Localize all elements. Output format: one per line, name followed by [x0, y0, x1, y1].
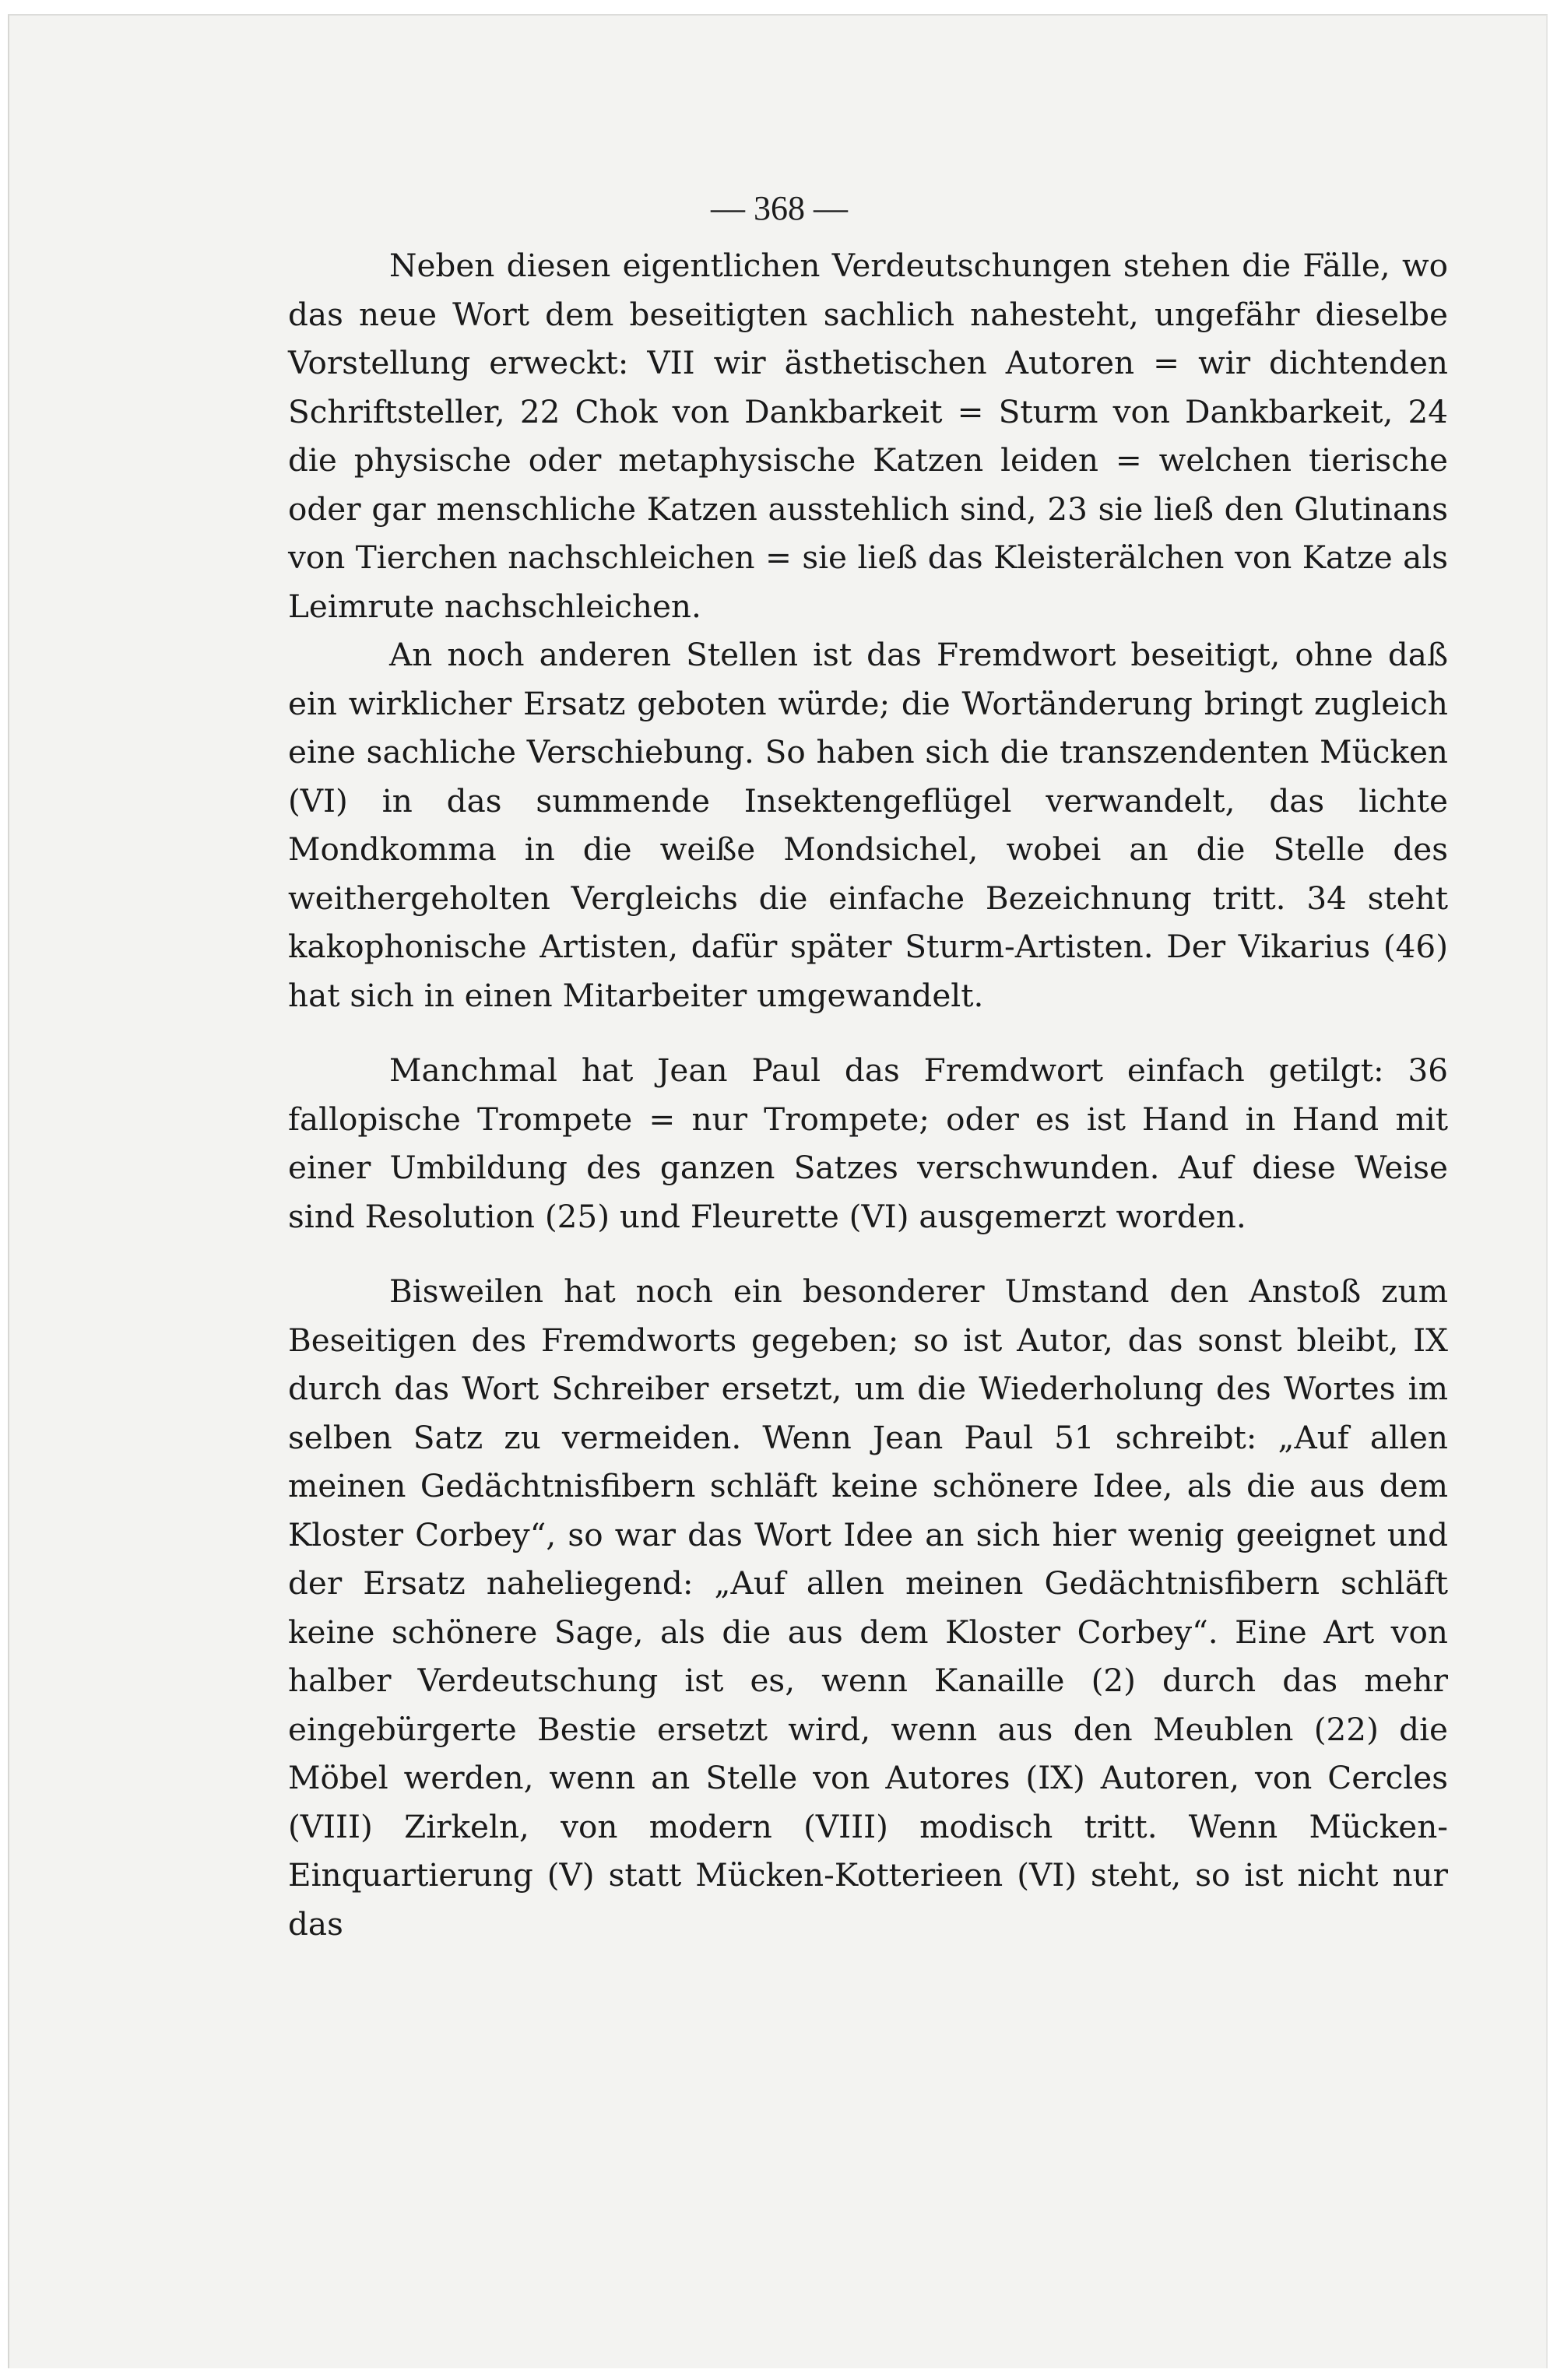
paragraph-1: Neben diesen eigentlichen Verdeutschungen stehen die Fälle, wo das neue Wort dem beseitigten sachlich nahesteht, ungefähr dieselbe Vorstellung erweckt: VII wir ästhetischen Autoren = wir dichtenden Schriftsteller, 22 Chok von Dankbarkeit = Sturm von Dankbarkeit, 24 die physische oder metaphysische Katzen leiden = welchen tierische oder gar menschliche Katzen ausstehlich sind, 23 sie ließ den Glutinans von Tierchen nachschleichen = sie ließ das Kleisterälchen von Katze als Leimrute nachschleichen.	[288, 247, 1448, 625]
paragraph-3: Manchmal hat Jean Paul das Fremdwort einfach getilgt: 36 fallopische Trompete = nur Trompete; oder es ist Hand in Hand mit einer Umbildung des ganzen Satzes verschwunden. Auf diese Weise sind Resolution (25) und Fleurette (VI) ausgemerzt worden.	[288, 1051, 1448, 1235]
page-number: — 368 —	[711, 189, 848, 227]
scanned-page	[8, 14, 1548, 2368]
body-text	[288, 241, 1448, 2047]
paragraph-2: An noch anderen Stellen ist das Fremdwort beseitigt, ohne daß ein wirklicher Ersatz geboten würde; die Wortänderung bringt zugleich eine sachliche Verschiebung. So haben sich die transzendenten Mücken (VI) in das summende Insektengeflügel verwandelt, das lichte Mondkomma in die weiße Mondsichel, wobei an die Stelle des weithergeholten Vergleichs die einfache Bezeichnung tritt. 34 steht kakophonische Artisten, dafür später Sturm-Artisten. Der Vikarius (46) hat sich in einen Mitarbeiter umgewandelt.	[288, 636, 1448, 1014]
paragraph-4: Bisweilen hat noch ein besonderer Umstand den Anstoß zum Beseitigen des Fremdworts gegeben; so ist Autor, das sonst bleibt, IX durch das Wort Schreiber ersetzt, um die Wiederholung des Wortes im selben Satz zu vermeiden. Wenn Jean Paul 51 schreibt: „Auf allen meinen Gedächtnisfibern schläft keine schönere Idee, als die aus dem Kloster Corbey“, so war das Wort Idee an sich hier wenig geeignet und der Ersatz naheliegend: „Auf allen meinen Gedächtnisfibern schläft keine schönere Sage, als die aus dem Kloster Corbey“. Eine Art von halber Verdeutschung ist es, wenn Kanaille (2) durch das mehr eingebürgerte Bestie ersetzt wird, wenn aus den Meublen (22) die Möbel werden, wenn an Stelle von Autores (IX) Autoren, von Cercles (VIII) Zirkeln, von modern (VIII) modisch tritt. Wenn Mücken-Einquartierung (V) statt Mücken-Kotterieen (VI) steht, so ist nicht nur das	[288, 1272, 1448, 1943]
